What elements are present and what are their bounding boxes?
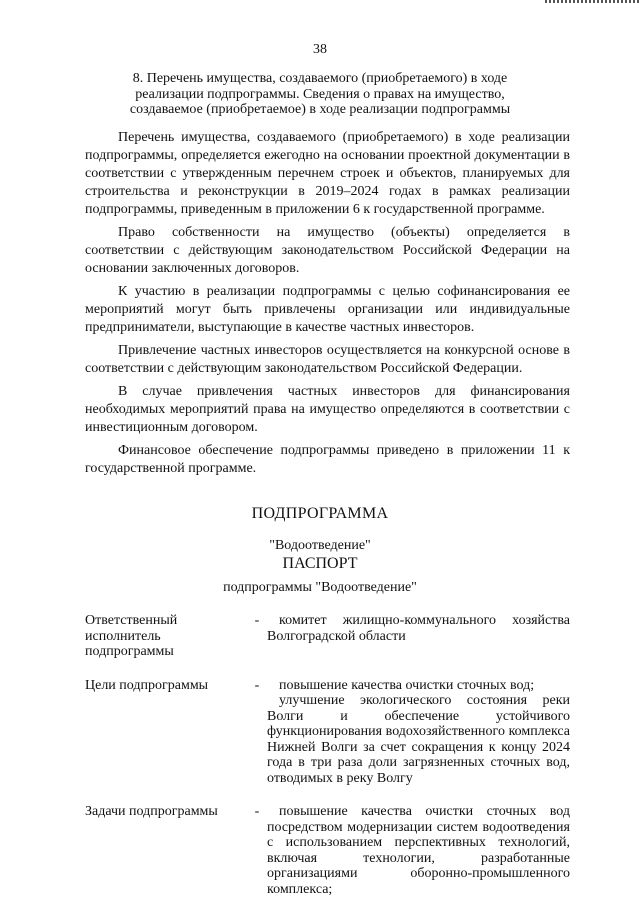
scan-edge-mark xyxy=(545,0,640,3)
subprogram-name: "Водоотведение" xyxy=(269,538,371,553)
page-number: 38 xyxy=(313,42,327,57)
paragraph: Перечень имущества, создаваемого (приобретаемого) в ходе реализации подпрограммы, определяется ежегодно на основании проектной документации в соответствии с утвержденным перечнем строек и объектов, планируемых для строительства и реконструкции в 2019–2024 годах в рамках реализации подпрограммы, приведенным в приложении 6 к государственной программе. xyxy=(85,130,570,217)
passport-table xyxy=(85,613,570,915)
passport-title: ПАСПОРТ xyxy=(282,555,358,572)
passport-row-label: Цели подпрограммы xyxy=(85,677,209,693)
passport-row xyxy=(85,678,570,787)
passport-value-line: комитет жилищно-коммунального хозяйства Волгоградской области xyxy=(267,613,570,644)
paragraph: К участию в реализации подпрограммы с целью софинансирования ее мероприятий могут быть привлечены организации или индивидуальные предприниматели, выступающие в качестве частных инвесторов. xyxy=(85,284,570,335)
passport-value-line: улучшение экологического состояния реки Волги и обеспечение устойчивого функционирования водохозяйственного комплекса Нижней Волги за счет сокращения к концу 2024 года в три раза доли загрязненных сточных вод, отводимых в реку Волгу xyxy=(267,693,570,786)
passport-row-value xyxy=(267,613,570,660)
passport-row-label: Ответственный исполнитель подпрограммы xyxy=(85,613,178,659)
passport-row-dash: - xyxy=(254,613,260,628)
body-text xyxy=(85,129,570,483)
passport-row xyxy=(85,804,570,897)
passport-row-value xyxy=(267,678,570,787)
paragraph: Финансовое обеспечение подпрограммы приведено в приложении 11 к государственной программе. xyxy=(85,443,570,476)
paragraph: Привлечение частных инвесторов осуществляется на конкурсной основе в соответствии с действующим законодательством Российской Федерации. xyxy=(85,343,570,376)
passport-row-label: Задачи подпрограммы xyxy=(85,804,218,819)
paragraph: В случае привлечения частных инвесторов для финансирования необходимых мероприятий права на имущество определяются в соответствии с инвестиционным договором. xyxy=(85,384,570,435)
subprogram-title: ПОДПРОГРАММА xyxy=(251,505,389,522)
passport-row xyxy=(85,613,570,660)
passport-subtitle: подпрограммы "Водоотведение" xyxy=(223,580,417,595)
passport-row-value xyxy=(267,804,570,897)
paragraph: Право собственности на имущество (объекты) определяется в соответствии с действующим законодательством Российской Федерации на основании заключенных договоров. xyxy=(85,225,570,276)
passport-row-dash: - xyxy=(254,677,260,693)
passport-value-line: повышение качества очистки сточных вод посредством модернизации систем водоотведения с использованием перспективных технологий, включая технологии, разработанные организациями оборонно-промышленного комплекса; xyxy=(267,804,570,897)
passport-row-dash: - xyxy=(254,804,260,819)
passport-value-line: повышение качества очистки сточных вод; xyxy=(279,677,535,693)
section-heading: 8. Перечень имущества, создаваемого (приобретаемого) в ходе реализации подпрограммы. Сведения о правах на имущество, создаваемое (приобретаемое) в ходе реализации подпрограммы xyxy=(129,71,511,117)
